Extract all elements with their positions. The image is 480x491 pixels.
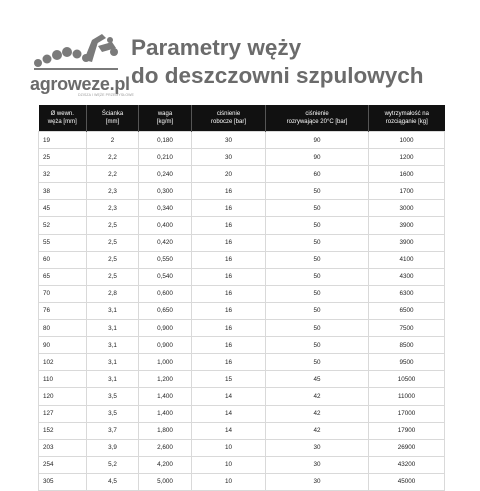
cell-tensile-strength: 4100: [369, 251, 445, 268]
cell-inner-diameter: 110: [39, 371, 87, 388]
cell-working-pressure: 16: [192, 354, 266, 371]
cell-wall-thickness: 3,1: [87, 354, 139, 371]
cell-wall-thickness: 3,1: [87, 302, 139, 319]
cell-working-pressure: 14: [192, 405, 266, 422]
cell-burst-pressure: 50: [266, 320, 369, 337]
cell-weight: 0,900: [139, 337, 192, 354]
cell-weight: 0,540: [139, 268, 192, 285]
table-row: [39, 149, 445, 166]
cell-working-pressure: 16: [192, 217, 266, 234]
cell-wall-thickness: 3,1: [87, 371, 139, 388]
cell-wall-thickness: 2,3: [87, 183, 139, 200]
cell-burst-pressure: 60: [266, 166, 369, 183]
cell-working-pressure: 16: [192, 200, 266, 217]
cell-inner-diameter: 127: [39, 405, 87, 422]
cell-working-pressure: 16: [192, 285, 266, 302]
cell-tensile-strength: 4300: [369, 268, 445, 285]
cell-wall-thickness: 3,5: [87, 405, 139, 422]
cell-wall-thickness: 3,5: [87, 388, 139, 405]
cell-burst-pressure: 50: [266, 200, 369, 217]
table-header: [39, 105, 445, 132]
cell-weight: 1,400: [139, 405, 192, 422]
table-row: [39, 268, 445, 285]
cell-weight: 0,400: [139, 217, 192, 234]
cell-burst-pressure: 50: [266, 217, 369, 234]
cell-burst-pressure: 30: [266, 473, 369, 490]
cell-burst-pressure: 90: [266, 149, 369, 166]
hose-reel-logo-icon: [32, 30, 120, 72]
table-row: [39, 320, 445, 337]
cell-burst-pressure: 42: [266, 405, 369, 422]
cell-weight: 0,300: [139, 183, 192, 200]
cell-burst-pressure: 42: [266, 388, 369, 405]
cell-working-pressure: 16: [192, 234, 266, 251]
cell-burst-pressure: 50: [266, 268, 369, 285]
cell-weight: 5,000: [139, 473, 192, 490]
table-row: [39, 183, 445, 200]
cell-working-pressure: 10: [192, 456, 266, 473]
cell-tensile-strength: 9500: [369, 354, 445, 371]
cell-wall-thickness: 2,8: [87, 285, 139, 302]
cell-wall-thickness: 3,7: [87, 422, 139, 439]
table-row: [39, 439, 445, 456]
cell-tensile-strength: 1200: [369, 149, 445, 166]
cell-weight: 0,650: [139, 302, 192, 319]
cell-tensile-strength: 3900: [369, 234, 445, 251]
cell-inner-diameter: 65: [39, 268, 87, 285]
cell-inner-diameter: 70: [39, 285, 87, 302]
cell-inner-diameter: 52: [39, 217, 87, 234]
cell-tensile-strength: 17900: [369, 422, 445, 439]
title-line-1: Parametry węży: [131, 35, 302, 60]
cell-tensile-strength: 1600: [369, 166, 445, 183]
cell-weight: 0,180: [139, 132, 192, 149]
cell-working-pressure: 14: [192, 388, 266, 405]
cell-working-pressure: 16: [192, 183, 266, 200]
cell-weight: 0,900: [139, 320, 192, 337]
cell-burst-pressure: 42: [266, 422, 369, 439]
cell-working-pressure: 14: [192, 422, 266, 439]
header-wall-thickness: Ścianka [mm]: [87, 105, 139, 132]
cell-tensile-strength: 6300: [369, 285, 445, 302]
cell-inner-diameter: 25: [39, 149, 87, 166]
table-row: [39, 337, 445, 354]
cell-tensile-strength: 6500: [369, 302, 445, 319]
cell-inner-diameter: 60: [39, 251, 87, 268]
table-row: [39, 302, 445, 319]
cell-tensile-strength: 11000: [369, 388, 445, 405]
cell-tensile-strength: 26900: [369, 439, 445, 456]
cell-working-pressure: 10: [192, 473, 266, 490]
cell-weight: 0,240: [139, 166, 192, 183]
cell-wall-thickness: 2,5: [87, 217, 139, 234]
header-inner-diameter: Ø wewn. węża [mm]: [39, 105, 87, 132]
cell-inner-diameter: 254: [39, 456, 87, 473]
table-row: [39, 405, 445, 422]
table-row: [39, 132, 445, 149]
cell-inner-diameter: 19: [39, 132, 87, 149]
cell-burst-pressure: 50: [266, 302, 369, 319]
cell-inner-diameter: 45: [39, 200, 87, 217]
cell-weight: 4,200: [139, 456, 192, 473]
cell-working-pressure: 16: [192, 268, 266, 285]
cell-tensile-strength: 1700: [369, 183, 445, 200]
cell-weight: 2,600: [139, 439, 192, 456]
cell-weight: 1,200: [139, 371, 192, 388]
page-title: [131, 34, 424, 90]
header-weight: waga [kg/m]: [139, 105, 192, 132]
cell-tensile-strength: 3900: [369, 217, 445, 234]
table-row: [39, 371, 445, 388]
cell-wall-thickness: 2,5: [87, 234, 139, 251]
cell-wall-thickness: 2: [87, 132, 139, 149]
cell-inner-diameter: 80: [39, 320, 87, 337]
cell-inner-diameter: 102: [39, 354, 87, 371]
logo-tagline: DZISZA I WĘŻE PRZEMYSŁOWE: [78, 93, 134, 97]
cell-working-pressure: 20: [192, 166, 266, 183]
cell-working-pressure: 16: [192, 320, 266, 337]
table-row: [39, 217, 445, 234]
cell-burst-pressure: 30: [266, 456, 369, 473]
cell-burst-pressure: 50: [266, 183, 369, 200]
cell-burst-pressure: 50: [266, 251, 369, 268]
cell-tensile-strength: 1000: [369, 132, 445, 149]
header-tensile-strength: wytrzymałość na rozciąganie [kg]: [369, 105, 445, 132]
cell-tensile-strength: 43200: [369, 456, 445, 473]
cell-burst-pressure: 50: [266, 234, 369, 251]
cell-wall-thickness: 2,2: [87, 149, 139, 166]
cell-weight: 0,340: [139, 200, 192, 217]
cell-tensile-strength: 17000: [369, 405, 445, 422]
cell-inner-diameter: 203: [39, 439, 87, 456]
cell-weight: 0,550: [139, 251, 192, 268]
cell-inner-diameter: 152: [39, 422, 87, 439]
hose-parameters-table: [38, 105, 445, 491]
cell-weight: 1,800: [139, 422, 192, 439]
table-body: [39, 132, 445, 491]
cell-wall-thickness: 3,9: [87, 439, 139, 456]
cell-weight: 0,600: [139, 285, 192, 302]
table-row: [39, 388, 445, 405]
cell-wall-thickness: 3,1: [87, 320, 139, 337]
table-header-row: [39, 105, 445, 132]
cell-weight: 1,000: [139, 354, 192, 371]
cell-working-pressure: 30: [192, 149, 266, 166]
table-row: [39, 473, 445, 490]
cell-tensile-strength: 10500: [369, 371, 445, 388]
cell-burst-pressure: 50: [266, 354, 369, 371]
cell-weight: 0,420: [139, 234, 192, 251]
logo-text: agroweze.pl: [30, 74, 130, 94]
table-row: [39, 200, 445, 217]
cell-wall-thickness: 2,5: [87, 251, 139, 268]
table-row: [39, 166, 445, 183]
cell-burst-pressure: 50: [266, 285, 369, 302]
cell-wall-thickness: 2,2: [87, 166, 139, 183]
cell-working-pressure: 16: [192, 302, 266, 319]
table-row: [39, 285, 445, 302]
cell-wall-thickness: 3,1: [87, 337, 139, 354]
page-header: [0, 0, 480, 100]
cell-burst-pressure: 50: [266, 337, 369, 354]
title-line-2: do deszczowni szpulowych: [131, 63, 424, 88]
hose-parameters-table-wrapper: [38, 105, 444, 491]
cell-inner-diameter: 90: [39, 337, 87, 354]
cell-working-pressure: 16: [192, 251, 266, 268]
cell-burst-pressure: 45: [266, 371, 369, 388]
table-row: [39, 251, 445, 268]
cell-inner-diameter: 55: [39, 234, 87, 251]
agroweze-logo: [30, 30, 134, 97]
header-working-pressure: ciśnienie robocze [bar]: [192, 105, 266, 132]
table-row: [39, 234, 445, 251]
cell-wall-thickness: 2,3: [87, 200, 139, 217]
cell-working-pressure: 10: [192, 439, 266, 456]
cell-tensile-strength: 8500: [369, 337, 445, 354]
table-row: [39, 456, 445, 473]
table-row: [39, 422, 445, 439]
cell-inner-diameter: 76: [39, 302, 87, 319]
cell-inner-diameter: 32: [39, 166, 87, 183]
cell-working-pressure: 16: [192, 337, 266, 354]
table-row: [39, 354, 445, 371]
cell-inner-diameter: 120: [39, 388, 87, 405]
cell-tensile-strength: 7500: [369, 320, 445, 337]
cell-burst-pressure: 30: [266, 439, 369, 456]
cell-wall-thickness: 4,5: [87, 473, 139, 490]
cell-working-pressure: 30: [192, 132, 266, 149]
cell-inner-diameter: 38: [39, 183, 87, 200]
cell-wall-thickness: 2,5: [87, 268, 139, 285]
cell-tensile-strength: 45000: [369, 473, 445, 490]
cell-tensile-strength: 3000: [369, 200, 445, 217]
cell-working-pressure: 15: [192, 371, 266, 388]
cell-inner-diameter: 305: [39, 473, 87, 490]
header-burst-pressure: ciśnienie rozrywające 20°C [bar]: [266, 105, 369, 132]
cell-burst-pressure: 90: [266, 132, 369, 149]
cell-weight: 1,400: [139, 388, 192, 405]
cell-weight: 0,210: [139, 149, 192, 166]
cell-wall-thickness: 5,2: [87, 456, 139, 473]
